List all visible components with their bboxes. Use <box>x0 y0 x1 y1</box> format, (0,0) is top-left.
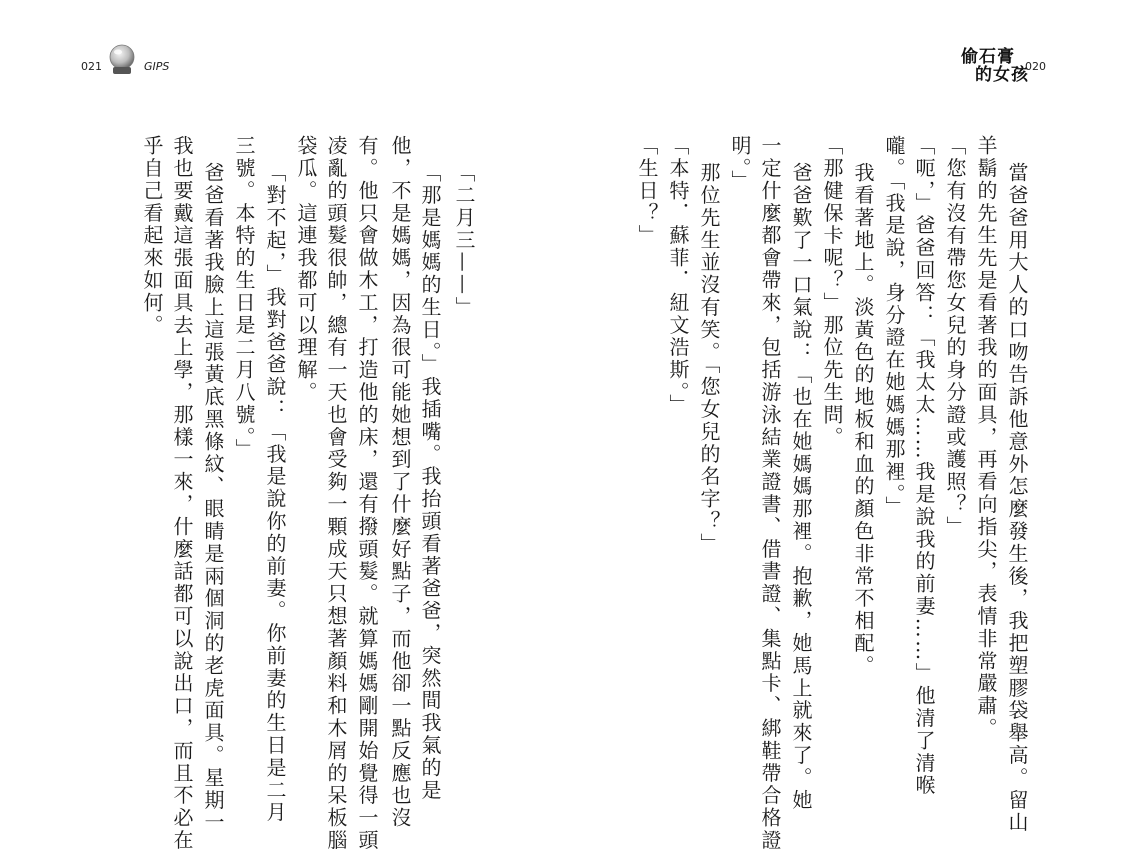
book-logo <box>961 48 1029 84</box>
text-column: 「本特．蘇菲．紐文浩斯。」 <box>666 135 690 417</box>
text-column: 三號。本特的生日是二月八號。」 <box>232 135 256 461</box>
text-column: 嚨。「我是說，身分證在她媽媽那裡。」 <box>882 135 906 519</box>
text-column: 「呃，」爸爸回答：「我太太……我是說我的前妻……」他清了清喉 <box>912 135 936 797</box>
text-column: 袋瓜。這連我都可以理解。 <box>294 135 318 404</box>
text-column: 有。他只會做木工，打造他的床，還有撥頭髮。就算媽媽剛開始覺得一頭 <box>355 135 379 852</box>
text-column: 「您有沒有帶您女兒的身分證或護照？」 <box>943 135 967 539</box>
right-page <box>563 0 1125 852</box>
text-column: 當爸爸用大人的口吻告訴他意外怎麼發生後，我把塑膠袋舉高。留山 <box>1005 162 1029 834</box>
text-column: 爸爸看著我臉上這張黃底黑條紋、眼睛是兩個洞的老虎面具。星期一 <box>201 162 225 834</box>
text-column: 「生日？」 <box>635 135 659 247</box>
text-column: 凌亂的頭髮很帥，總有一天也會受夠一顆成天只想著顏料和木屑的呆板腦 <box>324 135 348 852</box>
text-column: 一定什麼都會帶來，包括游泳結業證書、借書證、集點卡、綁鞋帶合格證 <box>758 135 782 852</box>
text-column: 我也要戴這張面具去上學，那樣一來，什麼話都可以說出口，而且不必在 <box>170 135 194 852</box>
text-column: 「二月三——」 <box>452 162 476 319</box>
text-column: 「對不起，」我對爸爸說：「我是說你的前妻。你前妻的生日是二月 <box>263 162 287 824</box>
text-column: 爸爸歎了一口氣說：「也在她媽媽那裡。抱歉，她馬上就來了。她 <box>789 162 813 812</box>
crystal-ball-icon <box>107 43 137 77</box>
page-number: 020 <box>1025 60 1046 73</box>
text-column: 明。」 <box>728 135 752 193</box>
book-logo-line-2: 的女孩 <box>975 65 1029 85</box>
text-column: 乎自己看起來如何。 <box>140 135 164 337</box>
text-column: 「那健保卡呢？」那位先生問。 <box>820 135 844 449</box>
book-logo-line-1: 偷石膏 <box>961 47 1015 67</box>
left-page <box>0 0 562 852</box>
text-column: 他，不是媽媽，因為很可能她想到了什麼好點子，而他卻一點反應也沒 <box>388 135 412 830</box>
text-column: 那位先生並沒有笑。「您女兒的名字？」 <box>697 162 721 556</box>
text-column: 「那是媽媽的生日。」我插嘴。我抬頭看著爸爸，突然間我氣的是 <box>418 162 442 802</box>
running-header: GIPS <box>144 60 170 73</box>
page-number: 021 <box>81 60 102 73</box>
text-column: 我看著地上。淡黃色的地板和血的顏色非常不相配。 <box>851 162 875 678</box>
text-column: 羊鬍的先生先是看著我的面具，再看向指尖，表情非常嚴肅。 <box>974 135 998 740</box>
